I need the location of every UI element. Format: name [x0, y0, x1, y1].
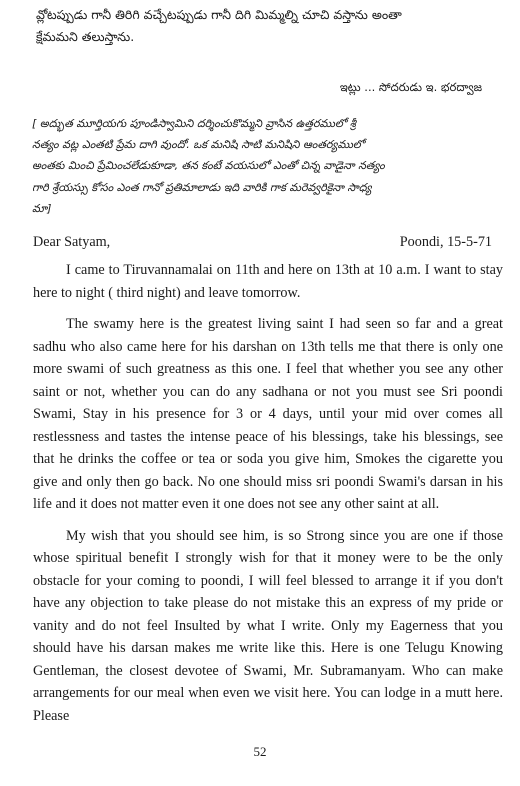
- editor-note-line: నత్యం వట్ల ఎంతటి ప్రేమ దాగి వుందో. ఒక మనిషి సాటి మనిషిని ఆంతర్యములో: [32, 138, 365, 152]
- telugu-text-line-1: వ్లోటప్పుడు గానీ తిరిగి వచ్చేటప్పుడు గానీ దిగి మిమ్మల్ని చూచి వస్తాను అంతా: [36, 7, 402, 22]
- page-number: 52: [253, 744, 267, 759]
- telugu-signoff: ఇట్లు ... సోదరుడు ఇ. భరద్వాజ: [339, 80, 482, 94]
- letter-salutation: Dear Satyam,: [33, 234, 111, 250]
- telugu-text-line-2: క్షేమమని తలుస్తాను.: [36, 29, 135, 44]
- editor-note-line: మా]: [32, 201, 52, 215]
- editor-note-line: గారి శ్రేయస్సు కోసం ఎంత గానో ప్రతిమాలాడు ఇది వారికి గాక మరెవ్వరికైనా సాధ్య: [32, 180, 372, 194]
- letter-paragraph: The swamy here is the greatest living saint I had seen so far and a great sadhu who also came here for his darshan on 13th tells me that there is only one more swami of such greatness as this one. I feel that whether you see any other saint or not, whether you can do any sadhana or not you must see Sri poondi Swami, Stay in his presence for 3 or 4 days, until your mid over comes all restlessness and tastes the intense peace of his blessings, take his blessings, see that he drinks the coffee or tea or soda you give him, Smokes the cigarette you give and only then go back. No one should miss sri poondi Swami's darsan in his life and it does not matter even it one does not see any other saint at all.: [33, 316, 503, 512]
- editor-note-line: [ అద్భుత మూర్తియగు పూండిస్వామిని దర్శించుకొమ్మని వ్రాసిన ఉత్తరములో శ్రీ: [32, 117, 356, 130]
- letter-place-date: Poondi, 15-5-71: [399, 234, 492, 250]
- letter-paragraph: My wish that you should see him, is so Strong since you are one if those whose spiritual benefit I strongly wish for that it money were to be the only obstacle for your coming to poondi, I will feel blessed to arrange it if you don't have any objection to take please do not mistake this an express of my pride or vanity and do not feel Insulted by what I write. Only my Eagerness that you should have his darsan makes me write like this. Here is one Telugu Knowing Gentleman, the closest devotee of Swami, Mr. Subramanyam. Who can make arrangements for our meal when even we visit here. You can lodge in a mutt here. Please: [33, 527, 503, 724]
- letter-body: [33, 259, 503, 727]
- letter-paragraph: I came to Tiruvannamalai on 11th and here on 13th at 10 a.m. I want to stay here to night ( third night) and leave tomorrow.: [33, 262, 503, 301]
- editor-note-line: అంతకు మించి ప్రేమించలేడుకూడా, తన కంటే వయసులో ఎంతో చిన్న వాడైనా నత్యం: [32, 159, 385, 173]
- editor-note: [32, 113, 500, 219]
